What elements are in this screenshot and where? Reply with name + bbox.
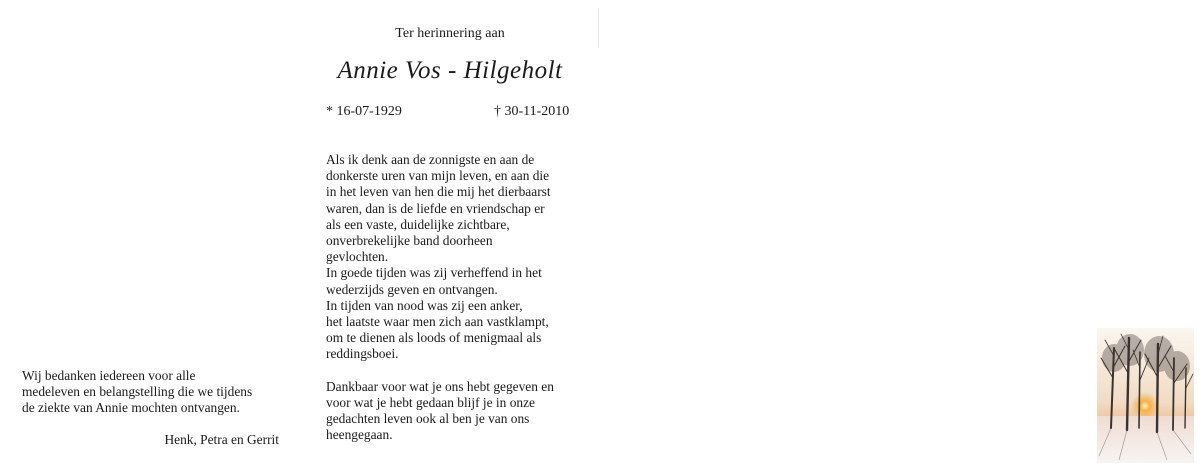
poem-line: heengegaan.	[326, 427, 393, 443]
poem-line: In tijden van nood was zij een anker,	[326, 297, 523, 313]
poem-line: gedachten leven ook al ben je van ons	[326, 411, 530, 427]
poem-line: donkerste uren van mijn leven, en aan die	[326, 168, 550, 184]
memorial-intro: Ter herinnering aan	[395, 26, 505, 41]
thanks-line: medeleven en belangstelling die we tijdens	[22, 384, 253, 400]
thanks-line: Wij bedanken iedereen voor alle	[22, 368, 196, 383]
poem-line: reddingsboei.	[326, 346, 399, 362]
poem-line: In goede tijden was zij verheffend in het	[326, 265, 542, 281]
poem-line: waren, dan is de liefde en vriendschap er	[326, 200, 545, 216]
memorial-panel	[300, 0, 600, 471]
stanza-gap	[326, 363, 596, 379]
poem-line: wederzijds geven en ontvangen.	[326, 281, 498, 297]
winter-trees-sunset-image	[1097, 328, 1194, 463]
fold-line	[598, 8, 599, 48]
poem-line: om te dienen als loods of menigmaal als	[326, 330, 542, 346]
poem-line: Als ik denk aan de zonnigste en aan de	[326, 152, 535, 167]
image-panel	[600, 0, 1200, 471]
poem-line: het laatste waar men zich aan vastklampt,	[326, 314, 549, 330]
deceased-name: Annie Vos - Hilgeholt	[337, 57, 563, 84]
thanks-message	[22, 368, 292, 417]
memorial-poem	[326, 152, 596, 444]
birth-date: * 16-07-1929	[326, 104, 402, 119]
poem-line: gevlochten.	[326, 249, 389, 265]
poem-line: Dankbaar voor wat je ons hebt gegeven en	[326, 378, 554, 394]
death-date: † 30-11-2010	[494, 104, 570, 119]
poem-line: voor wat je hebt gedaan blijf je in onze	[326, 395, 535, 411]
thanks-panel	[0, 0, 300, 471]
thanks-signoff: Henk, Petra en Gerrit	[164, 432, 279, 447]
thanks-line: de ziekte van Annie mochten ontvangen.	[22, 400, 240, 416]
poem-line: onverbrekelijke band doorheen	[326, 233, 493, 249]
poem-line: in het leven van hen die mij het dierbaarst	[326, 184, 551, 200]
poem-line: als een vaste, duidelijke zichtbare,	[326, 216, 510, 232]
winter-trees-sunset-icon	[1097, 328, 1194, 463]
